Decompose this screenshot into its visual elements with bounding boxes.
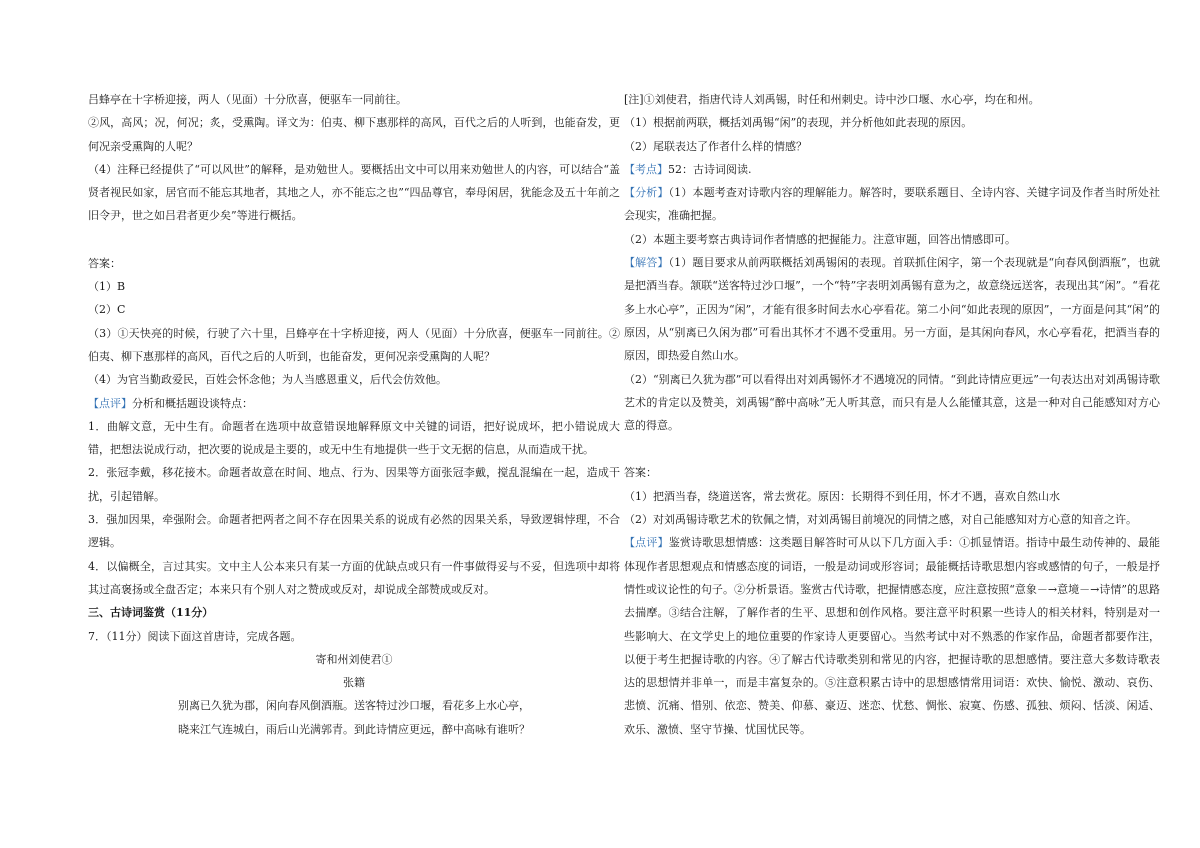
paragraph-text: （2）“别离已久犹为郡”可以看得出对刘禹锡怀才不遇境况的同情。“到此诗情应更远”一句表达出对刘禹锡诗歌艺术的肯定以及赞美，刘禹锡“醉中高咏”无人听其意，而只有是人么能懂其意，这是一种对自己能感知对方心意的得意。: [624, 372, 1160, 433]
right-paragraph-r2: [624, 111, 1160, 134]
left-paragraph-l1: [88, 88, 620, 111]
right-paragraph-r9: [624, 461, 1160, 484]
right-paragraph-r10: [624, 485, 1160, 508]
right-paragraph-r3: [624, 135, 1160, 158]
paragraph-text: 7．（11分）阅读下面这首唐诗，完成各题。: [88, 629, 302, 643]
left-paragraph-l16: [88, 648, 620, 671]
left-column: [88, 88, 620, 741]
left-paragraph-l15: [88, 625, 620, 648]
paragraph-text: [注]①刘使君，指唐代诗人刘禹锡，时任和州刺史。诗中沙口堰、水心亭，均在和州。: [624, 93, 1040, 106]
paragraph-text: （1）B: [88, 280, 126, 294]
left-paragraph-l2: [88, 111, 620, 158]
right-paragraph-r6: [624, 228, 1160, 251]
paragraph-text: 52：古诗词阅读.: [668, 162, 752, 176]
paragraph-text: 2．张冠李戴，移花接木。命题者故意在时间、地点、行为、因果等方面张冠李戴，搅乱混编在一起，造成干扰，引起错解。: [88, 466, 620, 503]
left-paragraph-l14: [88, 601, 620, 624]
right-paragraph-r11: [624, 508, 1160, 531]
paragraph-text: （1）题目要求从前两联概括刘禹锡闲的表现。首联抓住闲字，第一个表现就是“向春风倒酒瓶”，也就是把酒当春。颔联“送客特过沙口堰”，一个“特”字表明刘禹锡有意为之，故意绕远送客，表现出其“闲”。“看花多上水心亭”，正因为“闲”，才能有很多时间去水心亭看花。第二小问“如此表现的原因”，一方面是问其“闲”的原因，从“别离已久闲为郡”可看出其怀才不遇不受重用。另一方面，是其闲向春风，水心亭看花，把酒当春的原因，即热爱自然山水。: [624, 256, 1160, 363]
paragraph-text: 答案：: [88, 256, 121, 270]
left-paragraph-l3: [88, 158, 620, 228]
paragraph-text: 鉴赏诗歌思想情感：这类题目解答时可从以下几方面入手：①抓显情语。指诗中最生动传神的、最能体现作者思想观点和情感态度的词语，一般是动词或形容词；最能概括诗歌思想内容或感情的句子，一般是抒情性或议论性的句子。②分析景语。鉴赏古代诗歌，把握情感态度，应注意按照“意象－→意境－→诗情”的思路去揣摩。③结合注解，了解作者的生平、思想和创作风格。要注意平时积累一些诗人的相关材料，特别是对一些影响大、在文学史上的地位重要的作家诗人更要留心。当然考试中对不熟悉的作家作品，命题者都要作注，以便于考生把握诗歌的内容。④了解古代诗歌类别和常见的内容，把握诗歌的思想感情。要注意大多数诗歌表达的思想情并非单一，而是丰富复杂的。⑤注意积累古诗中的思想感情常用词语：欢快、愉悦、激动、哀伤、悲愤、沉痛、惜别、依恋、赞美、仰慕、豪迈、迷恋、忧愁、惆怅、寂寞、伤感、孤独、烦闷、恬淡、闲适、欢乐、激愤、坚守节操、忧国忧民等。: [624, 536, 1161, 736]
left-paragraph-l7: [88, 322, 620, 369]
right-paragraph-r8: [624, 368, 1160, 438]
section-tag: 【点评】: [624, 536, 669, 550]
left-paragraph-l4: [88, 252, 620, 275]
left-paragraph-l12: [88, 508, 620, 555]
paragraph-text: 答案：: [624, 466, 657, 480]
paragraph-text: （4）为官当勤政爱民，百姓会怀念他；为人当感恩重义，后代会仿效他。: [88, 373, 447, 387]
section-tag: 【分析】: [624, 186, 669, 200]
paragraph-gap: [88, 228, 620, 252]
paragraph-text: （1）根据前两联，概括刘禹锡“闲”的表现，并分析他如此表现的原因。: [624, 116, 973, 130]
section-tag: 【考点】: [624, 162, 668, 176]
paragraph-text: （4）注释已经提供了“可以风世”的解释，是劝勉世人。要概括出文中可以用来劝勉世人的内容，可以结合“盖贤者视民如家，居官而不能忘其地者，其地之人，亦不能忘之也”“四品尊官，奉母闲居，犹能念及五十年前之旧令尹，世之如吕君者更少矣”等进行概括。: [88, 162, 620, 223]
right-paragraph-r12: [624, 531, 1160, 741]
paragraph-text: 晓来江气连城白，雨后山光满郭青。到此诗情应更远，醉中高咏有谁听？: [178, 722, 530, 736]
paragraph-text: 分析和概括题设谈特点：: [132, 396, 253, 410]
paragraph-text: 张籍: [343, 676, 365, 690]
paragraph-text: 4．以偏概全，言过其实。文中主人公本来只有某一方面的优缺点或只有一件事做得妥与不妥，但选项中却将其过高褒扬或全盘否定；本来只有个别人对之赞成或反对，却说成全部赞成或反对。: [88, 559, 620, 596]
left-paragraph-l10: [88, 415, 620, 462]
left-paragraph-l13: [88, 555, 620, 602]
paragraph-text: 吕蜂亭在十字桥迎接，两人（见面）十分欣喜，便驱车一同前往。: [88, 93, 407, 106]
right-paragraph-r5: [624, 181, 1160, 228]
left-paragraph-l6: [88, 298, 620, 321]
left-paragraph-l19: [88, 718, 620, 741]
paragraph-text: （2）尾联表达了作者什么样的情感？: [624, 139, 807, 153]
paragraph-text: （2）本题主要考察古典诗词作者情感的把握能力。注意审题，回答出情感即可。: [624, 232, 1016, 246]
right-column: [624, 88, 1160, 741]
paragraph-text: （2）对刘禹锡诗歌艺术的钦佩之情，对刘禹锡目前境况的同情之感，对自己能感知对方心意的知音之许。: [624, 513, 1137, 527]
paragraph-text: （1）本题考查对诗歌内容的理解能力。解答时，要联系题目、全诗内容、关键字词及作者当时所处社会现实，准确把握。: [624, 186, 1161, 223]
left-paragraph-l17: [88, 671, 620, 694]
paragraph-text: 3．强加因果，牵强附会。命题者把两者之间不存在因果关系的说成有必然的因果关系，导致逻辑悖理，不合逻辑。: [88, 513, 620, 550]
paragraph-text: ②风，高风；况，何况；炙，受熏陶。译文为：伯夷、柳下惠那样的高风，百代之后的人听到，也能奋发，更何况亲受熏陶的人呢？: [88, 116, 620, 153]
paragraph-text: 寄和州刘使君①: [315, 652, 393, 666]
section-tag: 【点评】: [88, 396, 132, 410]
left-paragraph-l18: [88, 694, 620, 717]
right-paragraph-r1: [624, 88, 1160, 111]
left-paragraph-l9: [88, 392, 620, 415]
left-paragraph-l11: [88, 461, 620, 508]
paragraph-text: （1）把酒当春，绕道送客，常去赏花。原因：长期得不到任用，怀才不遇，喜欢自然山水: [624, 489, 1060, 503]
right-paragraph-r4: [624, 158, 1160, 181]
paragraph-text: 三、古诗词鉴赏（11分）: [88, 606, 214, 620]
paragraph-text: （3）①天快亮的时候，行驶了六十里，吕蜂亭在十字桥迎接，两人（见面）十分欣喜，便驱车一同前往。②伯夷、柳下惠那样的高风，百代之后的人听到，也能奋发，更何况亲受熏陶的人呢？: [88, 326, 620, 363]
section-tag: 【解答】: [624, 256, 669, 270]
paragraph-gap: [624, 437, 1160, 461]
paragraph-text: （2）C: [88, 303, 126, 317]
paragraph-text: 1．曲解文意，无中生有。命题者在选项中故意错误地解释原文中关键的词语，把好说成坏，把小错说成大错，把想法说成行动，把次要的说成是主要的，或无中生有地提供一些于文无据的信息，从而造成干扰。: [88, 419, 620, 457]
paragraph-text: 别离已久犹为郡，闲向春风倒酒瓶。送客特过沙口堰，看花多上水心亭，: [178, 699, 530, 713]
right-paragraph-r7: [624, 251, 1160, 367]
left-paragraph-l8: [88, 368, 620, 391]
left-paragraph-l5: [88, 275, 620, 298]
